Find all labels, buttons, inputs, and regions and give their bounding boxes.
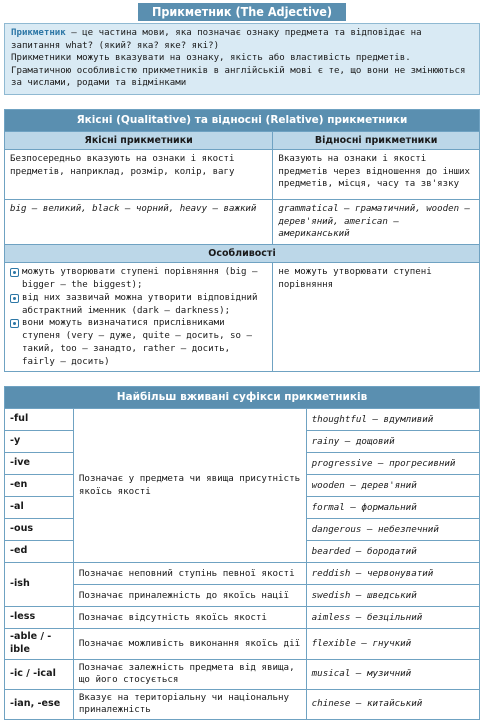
suffix-cell: -ic / -ical (5, 659, 74, 689)
spacer (4, 372, 480, 386)
suffix-cell: -less (5, 607, 74, 629)
feature-item (10, 292, 267, 317)
intro-line-2: Прикметники можуть вказувати на ознаку, якість або властивість предметів. (11, 53, 411, 64)
features-list (10, 266, 267, 368)
definition-qualitative: Безпосередньо вказують на ознаки і якості предметів, наприклад, розмір, колір, вагу (5, 150, 273, 200)
description-cell: Позначає приналежність до якоїсь нації (73, 585, 306, 607)
intro-line-3: Граматичною особливістю прикметників в англійській мові є те, що вони не змінюються за числами, родами та відмінками (11, 65, 466, 89)
example-cell: aimless — безцільний (306, 607, 479, 629)
example-cell: reddish — червонуватий (306, 563, 479, 585)
bullet-icon (10, 319, 19, 328)
examples-relative: grammatical — граматичний, wooden — дерев'яний, american — американський (273, 200, 480, 245)
spacer (4, 95, 480, 109)
example-cell: chinese — китайський (306, 689, 479, 719)
intro-term: Прикметник (11, 28, 66, 38)
examples-qualitative: big — великий, black — чорний, heavy — важкий (5, 200, 273, 245)
description-cell: Позначає неповний ступінь певної якості (73, 563, 306, 585)
example-cell: formal — формальний (306, 497, 479, 519)
suffix-cell: -ous (5, 519, 74, 541)
qualitative-relative-table (4, 109, 480, 373)
intro-line-1-rest: — це частина мови, яка позначає ознаку предмета та відповідає на запитання what? (який? яка? яке? які?) (11, 28, 422, 51)
title-wrap (4, 3, 480, 23)
intro-line-1 (11, 27, 473, 52)
description-cell: Позначає можливість виконання якоїсь дії (73, 629, 306, 659)
suffix-cell: -y (5, 431, 74, 453)
bullet-icon (10, 268, 19, 277)
example-cell: flexible — гнучкий (306, 629, 479, 659)
example-cell: rainy — дощовий (306, 431, 479, 453)
group-description: Позначає у предмета чи явища присутність якоїсь якості (73, 409, 306, 563)
suffix-cell: -en (5, 475, 74, 497)
example-cell: musical — музичний (306, 659, 479, 689)
feature-item (10, 317, 267, 368)
suffix-cell: -ian, -ese (5, 689, 74, 719)
table1-title: Якісні (Qualitative) та відносні (Relative) прикметники (5, 109, 480, 131)
features-title: Особливості (5, 245, 480, 263)
suffixes-table (4, 386, 480, 719)
suffix-cell: -ed (5, 541, 74, 563)
features-relative: не можуть утворювати ступені порівняння (273, 263, 480, 372)
feature-text: вони можуть визначатися прислівниками ступеня (very — дуже, quite — досить, so — такий, too — занадто, rather — досить, fairly — досить) (22, 318, 252, 367)
feature-item (10, 266, 267, 291)
suffix-cell: -ive (5, 453, 74, 475)
example-cell: wooden — дерев'яний (306, 475, 479, 497)
col-header-relative: Відносні прикметники (273, 131, 480, 149)
example-cell: dangerous — небезпечний (306, 519, 479, 541)
example-cell: thoughtful — вдумливий (306, 409, 479, 431)
definition-relative: Вказують на ознаки і якості предметів через відношення до інших предметів, місця, часу та зв'язку (273, 150, 480, 200)
example-cell: swedish — шведський (306, 585, 479, 607)
suffix-cell: -al (5, 497, 74, 519)
suffix-cell: -ful (5, 409, 74, 431)
bullet-icon (10, 294, 19, 303)
suffix-cell: -ish (5, 563, 74, 607)
example-cell: progressive — прогресивний (306, 453, 479, 475)
feature-text: можуть утворювати ступені порівняння (big — bigger — the biggest); (22, 267, 258, 291)
feature-text: від них зазвичай можна утворити відповідний абстрактний іменник (dark — darkness); (22, 292, 258, 316)
intro-box (4, 23, 480, 95)
features-qualitative (5, 263, 273, 372)
col-header-qualitative: Якісні прикметники (5, 131, 273, 149)
description-cell: Вказує на територіальну чи національну приналежність (73, 689, 306, 719)
description-cell: Позначає відсутність якоїсь якості (73, 607, 306, 629)
example-cell: bearded — бородатий (306, 541, 479, 563)
description-cell: Позначає залежність предмета від явища, що його стосується (73, 659, 306, 689)
page-title: Прикметник (The Adjective) (138, 3, 346, 21)
table2-title: Найбільш вживані суфікси прикметників (5, 387, 480, 409)
suffix-cell: -able / -ible (5, 629, 74, 659)
